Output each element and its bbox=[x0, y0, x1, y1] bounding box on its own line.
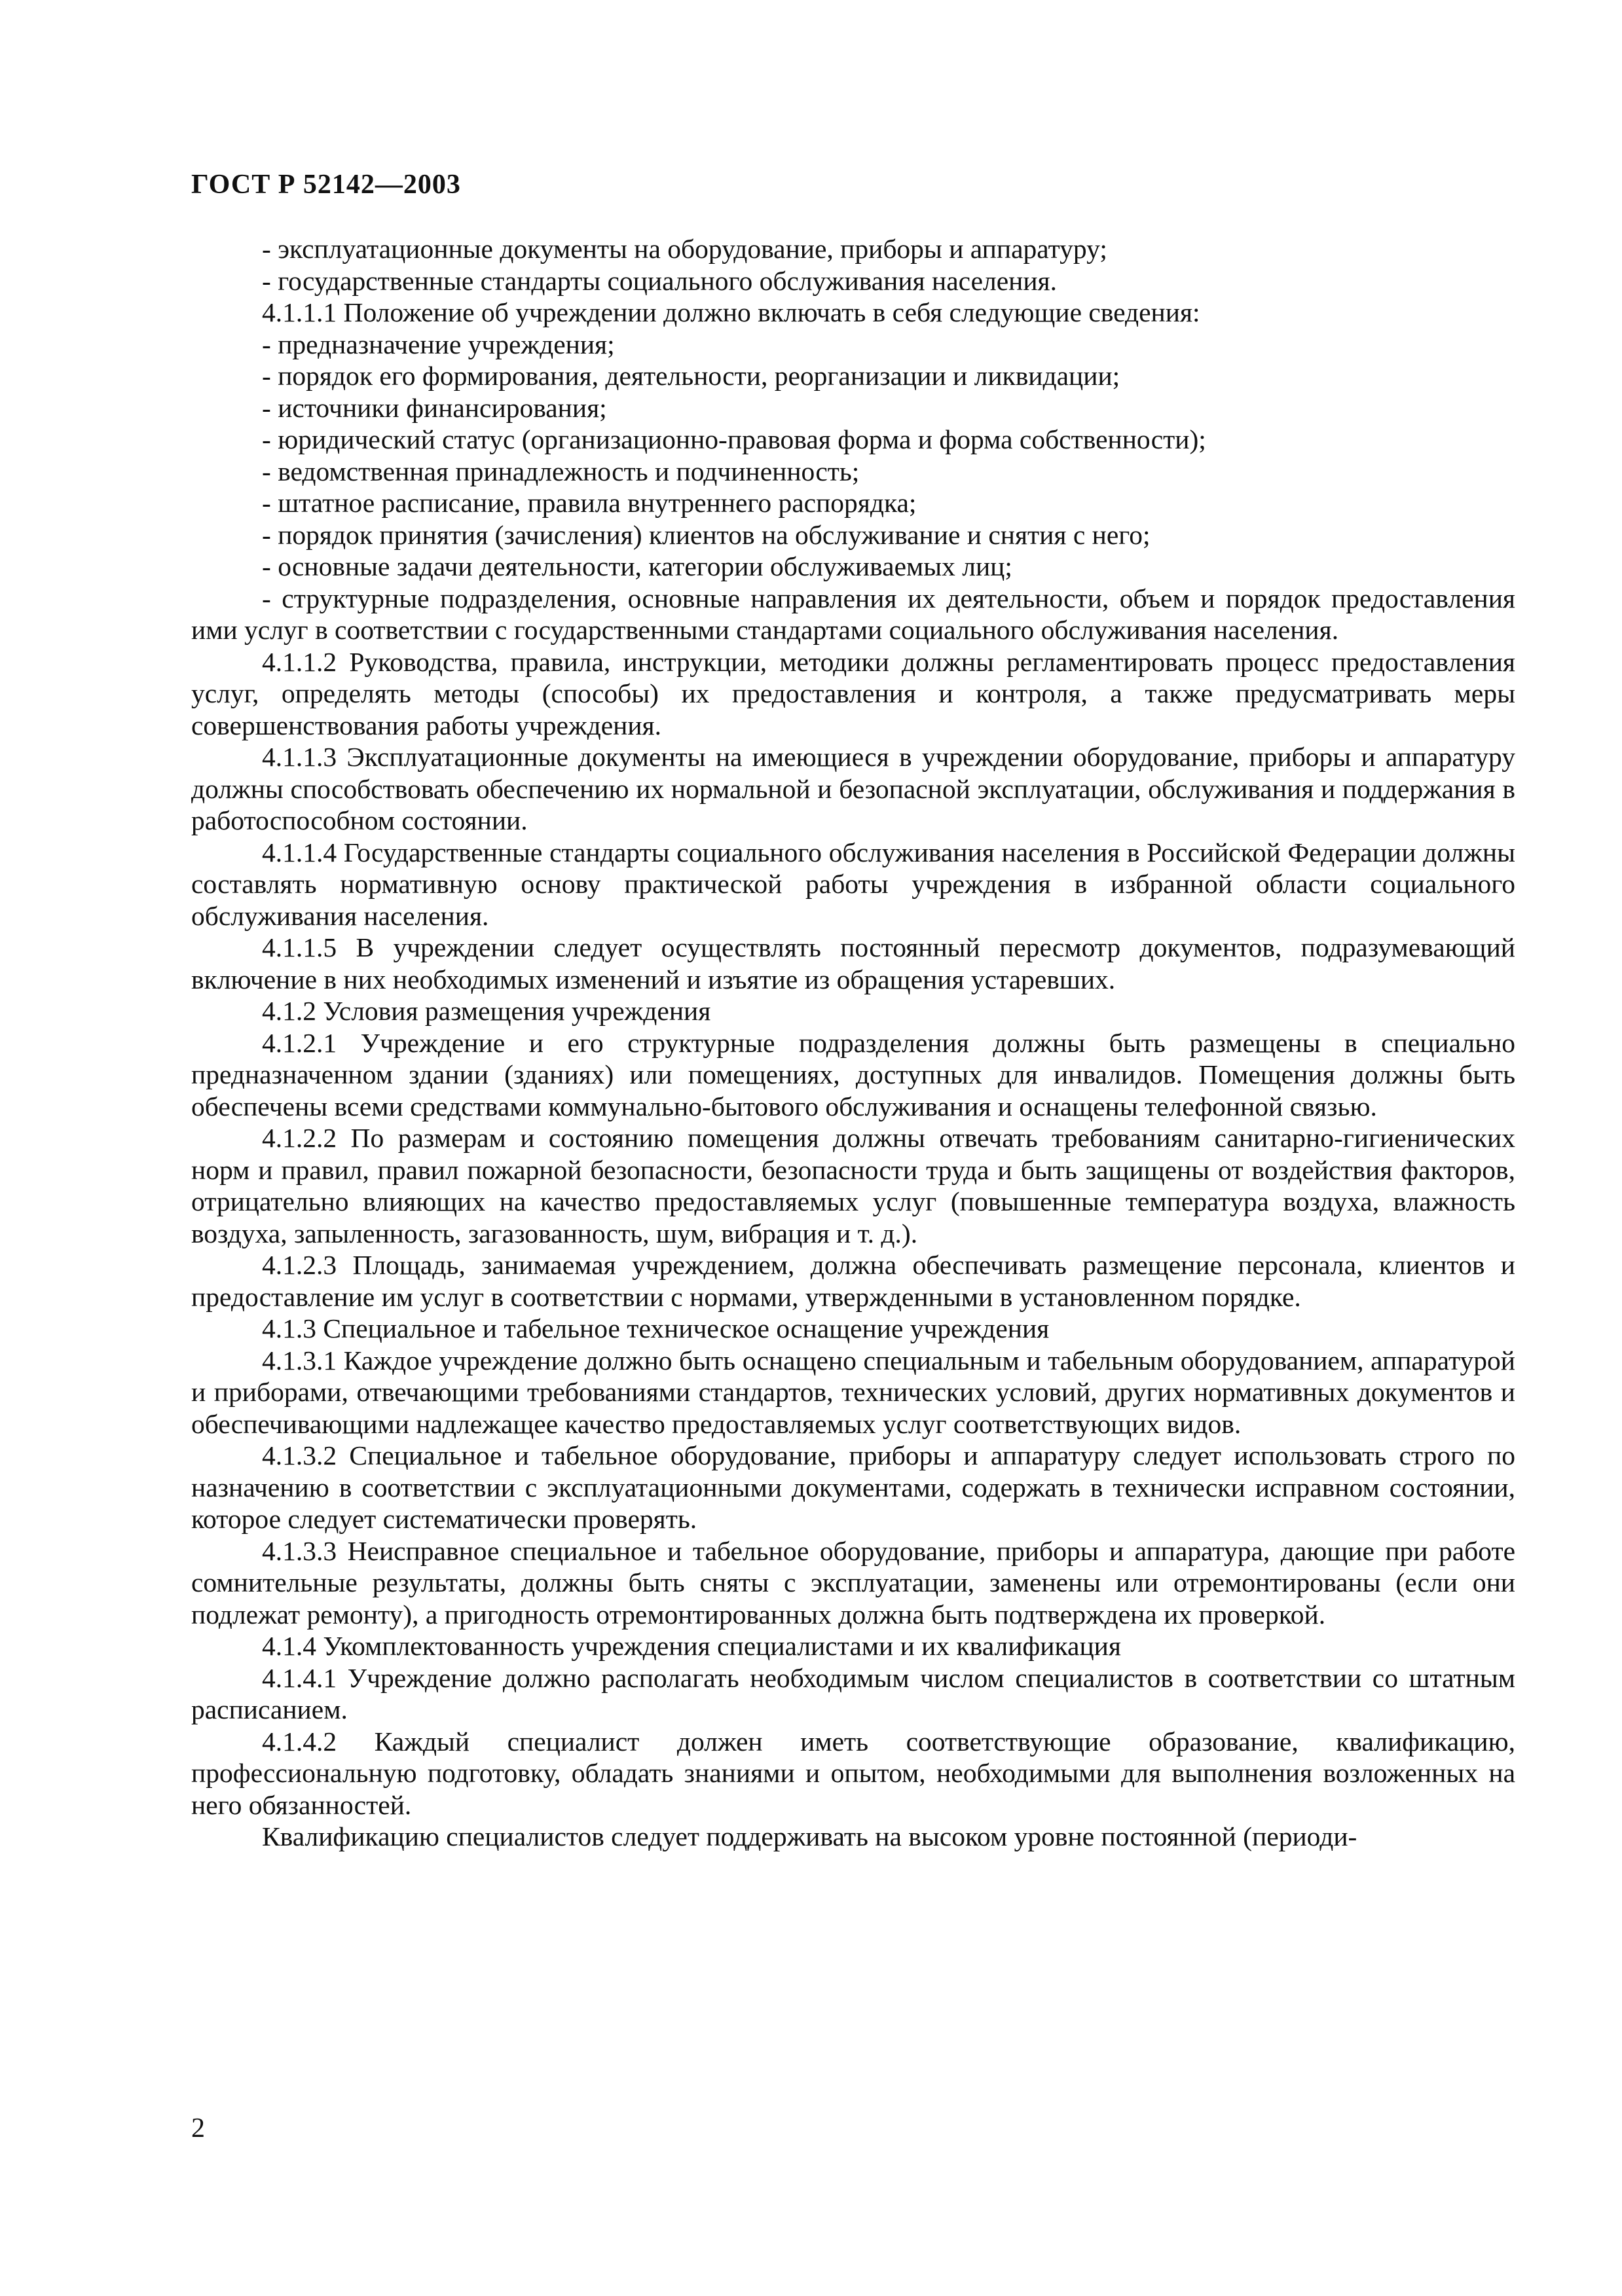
paragraph: - предназначение учреждения; bbox=[262, 329, 615, 359]
paragraph: - государственные стандарты социального обслуживания населения. bbox=[262, 265, 1057, 296]
paragraph: - порядок принятия (зачисления) клиентов на обслуживание и снятия с него; bbox=[262, 519, 1151, 550]
paragraph: 4.1.1.3 Эксплуатационные документы на имеющиеся в учреждении оборудование, приборы и аппаратуру должны способствовать обеспечению их нормальной и безопасной эксплуатации, обслуживания и поддержания в работоспособном состоянии. bbox=[191, 742, 1515, 835]
standard-header: ГОСТ Р 52142—2003 bbox=[191, 170, 461, 200]
paragraph: 4.1.4.1 Учреждение должно располагать необходимым числом специалистов в соответствии со штатным расписанием. bbox=[191, 1662, 1515, 1724]
paragraph: 4.1.4.2 Каждый специалист должен иметь соответствующие образование, квалификацию, профессиональную подготовку, обладать знаниями и опытом, необходимыми для выполнения возложенных на него обязанностей. bbox=[191, 1726, 1515, 1820]
paragraph: 4.1.3.2 Специальное и табельное оборудование, приборы и аппаратуру следует использовать строго по назначению в соответствии с эксплуатационными документами, содержать в технически исправном состоянии, которое следует систематически проверять. bbox=[191, 1440, 1515, 1534]
paragraph: - юридический статус (организационно-правовая форма и форма собственности); bbox=[262, 424, 1206, 454]
paragraph: 4.1.2.2 По размерам и состоянию помещения должны отвечать требованиям санитарно-гигиенических норм и правил, правил пожарной безопасности, безопасности труда и быть защищены от воздействия факторов, отрицательно влияющих на качество предоставляемых услуг (повышенные температура воздуха, влажность воздуха, запыленность, загазованность, шум, вибрация и т. д.). bbox=[191, 1123, 1515, 1248]
paragraph: - порядок его формирования, деятельности, реорганизации и ликвидации; bbox=[262, 361, 1120, 391]
paragraph: 4.1.1.1 Положение об учреждении должно включать в себя следующие сведения: bbox=[262, 297, 1200, 327]
paragraph: 4.1.3.3 Неисправное специальное и табельное оборудование, приборы и аппаратура, дающие при работе сомнительные результаты, должны быть сняты с эксплуатации, заменены или отремонтированы (если они подлежат ремонту), а пригодность отремонтированных должна быть подтверждена их проверкой. bbox=[191, 1535, 1515, 1630]
paragraph: - основные задачи деятельности, категории обслуживаемых лиц; bbox=[262, 551, 1012, 581]
paragraph: - штатное расписание, правила внутреннего распорядка; bbox=[262, 488, 917, 518]
paragraph: 4.1.3.1 Каждое учреждение должно быть оснащено специальным и табельным оборудованием, аппаратурой и приборами, отвечающими требованиями стандартов, технических условий, других нормативных документов и обеспечивающими надлежащее качество предоставляемых услуг соответствующих видов. bbox=[191, 1345, 1515, 1439]
paragraph: 4.1.1.5 В учреждении следует осуществлять постоянный пересмотр документов, подразумевающий включение в них необходимых изменений и изъятие из обращения устаревших. bbox=[191, 932, 1515, 994]
document-body bbox=[191, 233, 1515, 1853]
paragraph: - источники финансирования; bbox=[262, 392, 607, 423]
paragraph: 4.1.3 Специальное и табельное техническое оснащение учреждения bbox=[262, 1313, 1050, 1343]
paragraph: 4.1.1.2 Руководства, правила, инструкции, методики должны регламентировать процесс предоставления услуг, определять методы (способы) их предоставления и контроля, а также предусматривать меры совершенствования работы учреждения. bbox=[191, 646, 1515, 740]
paragraph: - эксплуатационные документы на оборудование, приборы и аппаратуру; bbox=[262, 234, 1107, 264]
paragraph: Квалификацию специалистов следует поддерживать на высоком уровне постоянной (периоди- bbox=[262, 1821, 1357, 1851]
paragraph: 4.1.1.4 Государственные стандарты социального обслуживания населения в Российской Федерации должны составлять нормативную основу практической работы учреждения в избранной области социального обслуживания населения. bbox=[191, 837, 1515, 931]
paragraph: 4.1.2.1 Учреждение и его структурные подразделения должны быть размещены в специально предназначенном здании (зданиях) или помещениях, доступных для инвалидов. Помещения должны быть обеспечены всеми средствами коммунально-бытового обслуживания и оснащены телефонной связью. bbox=[191, 1027, 1515, 1121]
paragraph: 4.1.2.3 Площадь, занимаемая учреждением, должна обеспечивать размещение персонала, клиентов и предоставление им услуг в соответствии с нормами, утвержденными в установленном порядке. bbox=[191, 1250, 1515, 1312]
paragraph: 4.1.2 Условия размещения учреждения bbox=[262, 996, 711, 1026]
paragraph: - ведомственная принадлежность и подчиненность; bbox=[262, 456, 860, 486]
paragraph: - структурные подразделения, основные направления их деятельности, объем и порядок предоставления ими услуг в соответствии с государственными стандартами социального обслуживания населения. bbox=[191, 583, 1515, 645]
paragraph: 4.1.4 Укомплектованность учреждения специалистами и их квалификация bbox=[262, 1631, 1121, 1661]
page-number: 2 bbox=[191, 2113, 205, 2143]
